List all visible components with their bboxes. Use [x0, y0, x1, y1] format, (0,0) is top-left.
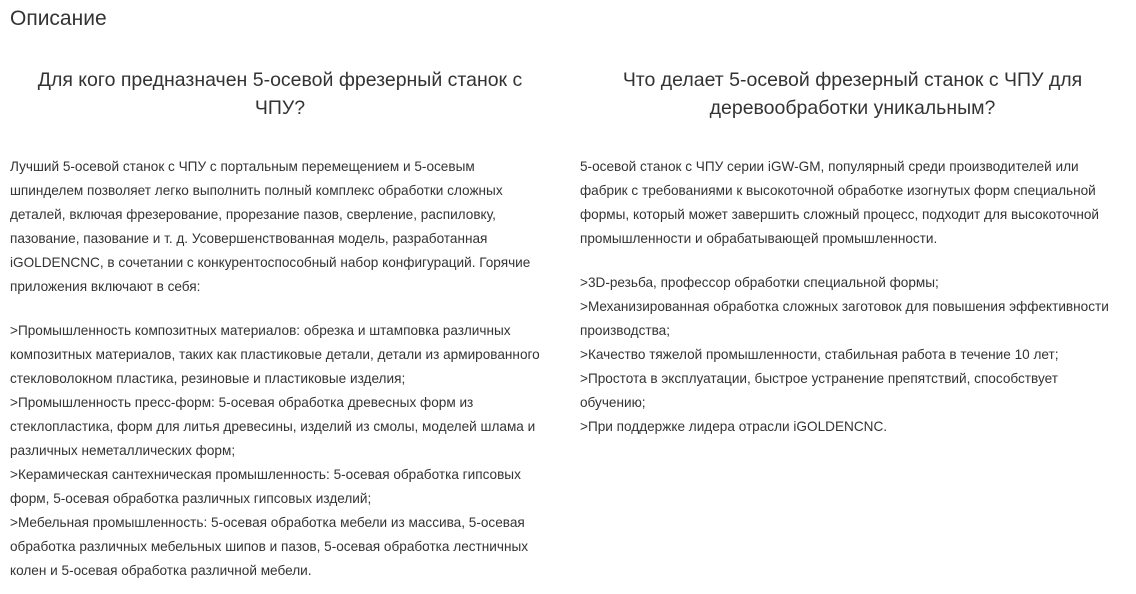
left-heading: Для кого предназначен 5-осевой фрезерный станок с ЧПУ? [37, 69, 523, 119]
right-body [580, 155, 1125, 439]
left-column [10, 66, 550, 583]
right-list-item: >Качество тяжелой промышленности, стабильная работа в течение 10 лет; [580, 347, 1059, 362]
left-list-item: >Мебельная промышленность: 5-осевая обработка мебели из массива, 5-осевая обработка различных мебельных шипов и пазов, 5-осевая обработка лестничных колен и 5-осевая обработка различной мебели. [10, 515, 529, 578]
left-body [10, 155, 550, 583]
section-title: Описание [10, 7, 107, 30]
left-intro: Лучший 5-осевой станок с ЧПУ с портальным перемещением и 5-осевым шпинделем позволяет легко выполнить полный комплекс обработки сложных деталей, включая фрезерование, прорезание пазов, сверление, распиловку, пазование, пазование и т. д. Усовершенствованная модель, разработанная iGOLDENCNC, в сочетании с конкурентоспособный набор конфигураций. Горячие приложения включают в себя: [10, 159, 531, 294]
right-intro: 5-осевой станок с ЧПУ серии iGW-GM, популярный среди производителей или фабрик с требованиями к высокоточной обработке изогнутых форм специальной формы, который может завершить сложный процесс, подходит для высокоточной промышленности и обрабатывающей промышленности. [580, 159, 1099, 246]
right-list-item: >3D-резьба, профессор обработки специальной формы; [580, 275, 939, 290]
left-list-item: >Промышленность пресс-форм: 5-осевая обработка древесных форм из стеклопластика, форм для литья древесины, изделий из смолы, моделей шлама и различных неметаллических форм; [10, 395, 536, 458]
right-heading: Что делает 5-осевой фрезерный станок с ЧПУ для деревообработки уникальным? [622, 69, 1083, 119]
right-column [580, 66, 1125, 439]
right-list-item: >Простота в эксплуатации, быстрое устранение препятствий, способствует обучению; [580, 371, 1058, 410]
left-list-item: >Промышленность композитных материалов: обрезка и штамповка различных композитных материалов, таких как пластиковые детали, детали из армированного стекловолокном пластика, резиновые и пластиковые изделия; [10, 323, 540, 386]
right-list-item: >При поддержке лидера отрасли iGOLDENCNC. [580, 419, 888, 434]
right-list-item: >Механизированная обработка сложных заготовок для повышения эффективности производства; [580, 299, 1109, 338]
left-list-item: >Керамическая сантехническая промышленность: 5-осевая обработка гипсовых форм, 5-осевая обработка различных гипсовых изделий; [10, 467, 521, 506]
